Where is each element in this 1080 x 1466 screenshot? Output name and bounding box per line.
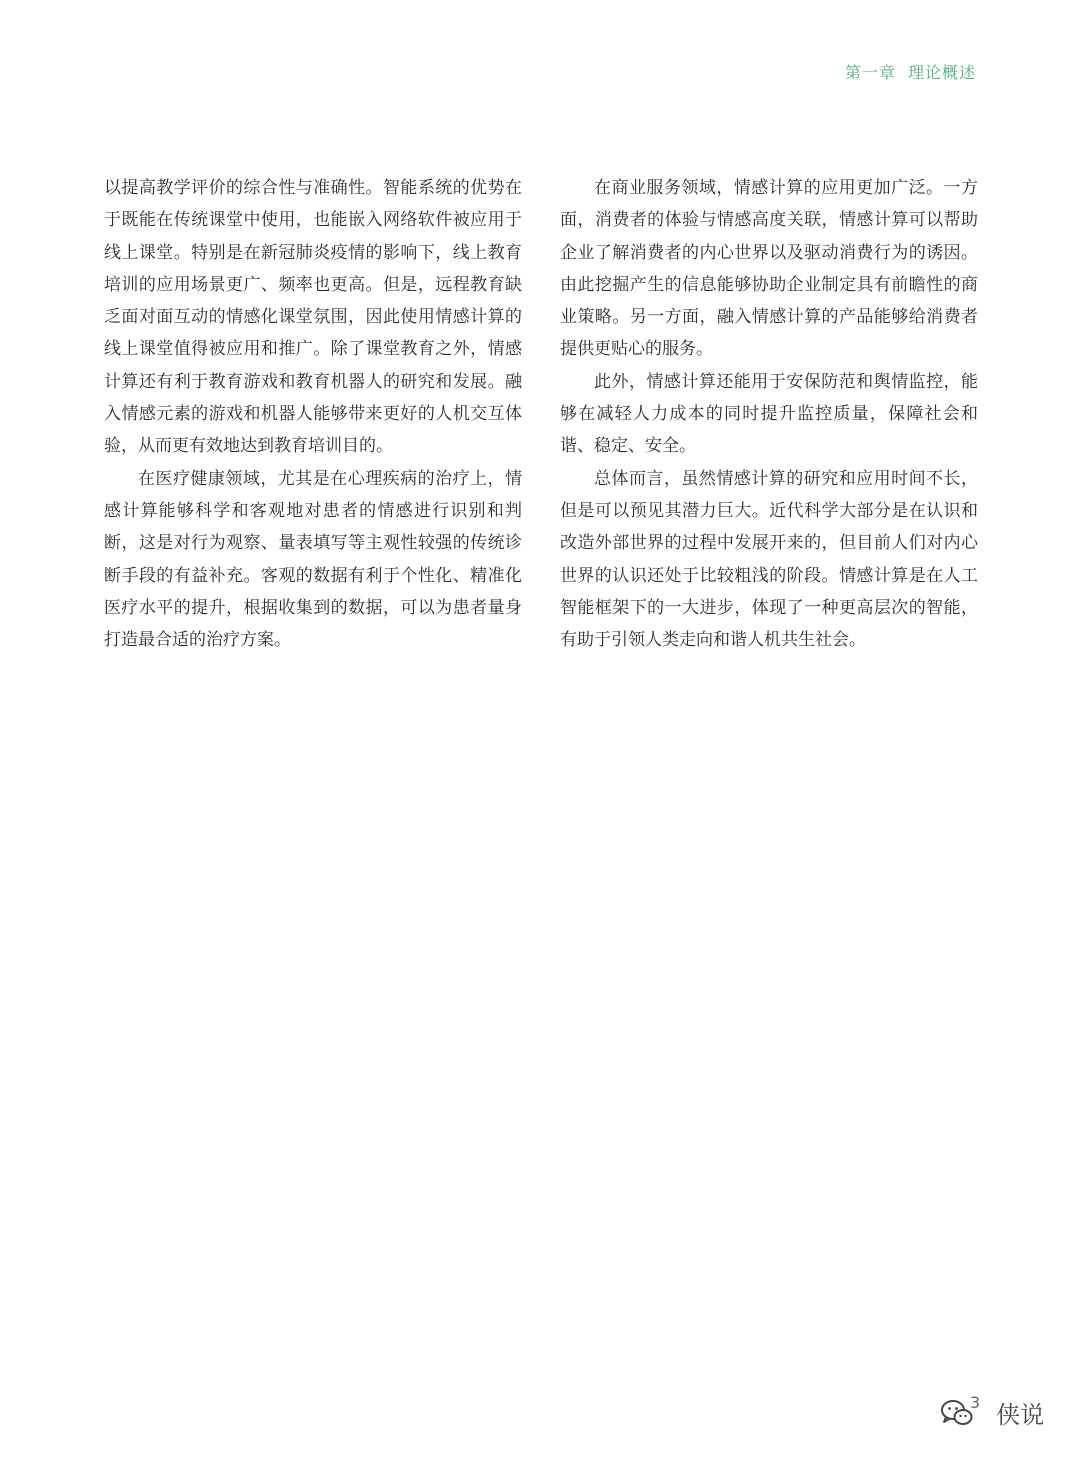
page-number: 3 xyxy=(970,1393,981,1412)
wechat-icon xyxy=(940,1398,974,1428)
chapter-title: 理论概述 xyxy=(907,63,976,82)
paragraph-education-continued: 以提高教学评价的综合性与准确性。智能系统的优势在于既能在传统课堂中使用，也能嵌入网络软件被应用于线上课堂。特别是在新冠肺炎疫情的影响下，线上教育培训的应用场景更广、频率也更高。但是，远程教育缺乏面对面互动的情感化课堂氛围，因此使用情感计算的线上课堂值得被应用和推广。除了课堂教育之外，情感计算还有利于教育游戏和教育机器人的研究和发展。融入情感元素的游戏和机器人能够带来更好的人机交互体验，从而更有效地达到教育培训目的。 xyxy=(104,178,522,457)
watermark-text: 侠说 xyxy=(996,1401,1045,1429)
paragraph-security: 此外，情感计算还能用于安保防范和舆情监控，能够在减轻人力成本的同时提升监控质量，保障社会和谐、稳定、安全。 xyxy=(560,371,978,457)
right-column xyxy=(560,172,978,656)
paragraph-commerce: 在商业服务领域，情感计算的应用更加广泛。一方面，消费者的体验与情感高度关联，情感计算可以帮助企业了解消费者的内心世界以及驱动消费行为的诱因。由此挖掘产生的信息能够协助企业制定具有前瞻性的商业策略。另一方面，融入情感计算的产品能够给消费者提供更贴心的服务。 xyxy=(560,178,978,360)
running-header xyxy=(845,60,976,83)
watermark xyxy=(940,1395,1044,1430)
left-column xyxy=(104,172,522,656)
chapter-label: 第一章 xyxy=(844,63,896,82)
paragraph-summary: 总体而言，虽然情感计算的研究和应用时间不长，但是可以预见其潜力巨大。近代科学大部分是在认识和改造外部世界的过程中发展开来的，但目前人们对内心世界的认识还处于比较粗浅的阶段。情感计算是在人工智能框架下的一大进步，体现了一种更高层次的智能，有助于引领人类走向和谐人机共生社会。 xyxy=(560,468,978,651)
paragraph-medical: 在医疗健康领域，尤其是在心理疾病的治疗上，情感计算能够科学和客观地对患者的情感进行识别和判断，这是对行为观察、量表填写等主观性较强的传统诊断手段的有益补充。客观的数据有利于个性化、精准化医疗水平的提升，根据收集到的数据，可以为患者量身打造最合适的治疗方案。 xyxy=(104,468,522,651)
